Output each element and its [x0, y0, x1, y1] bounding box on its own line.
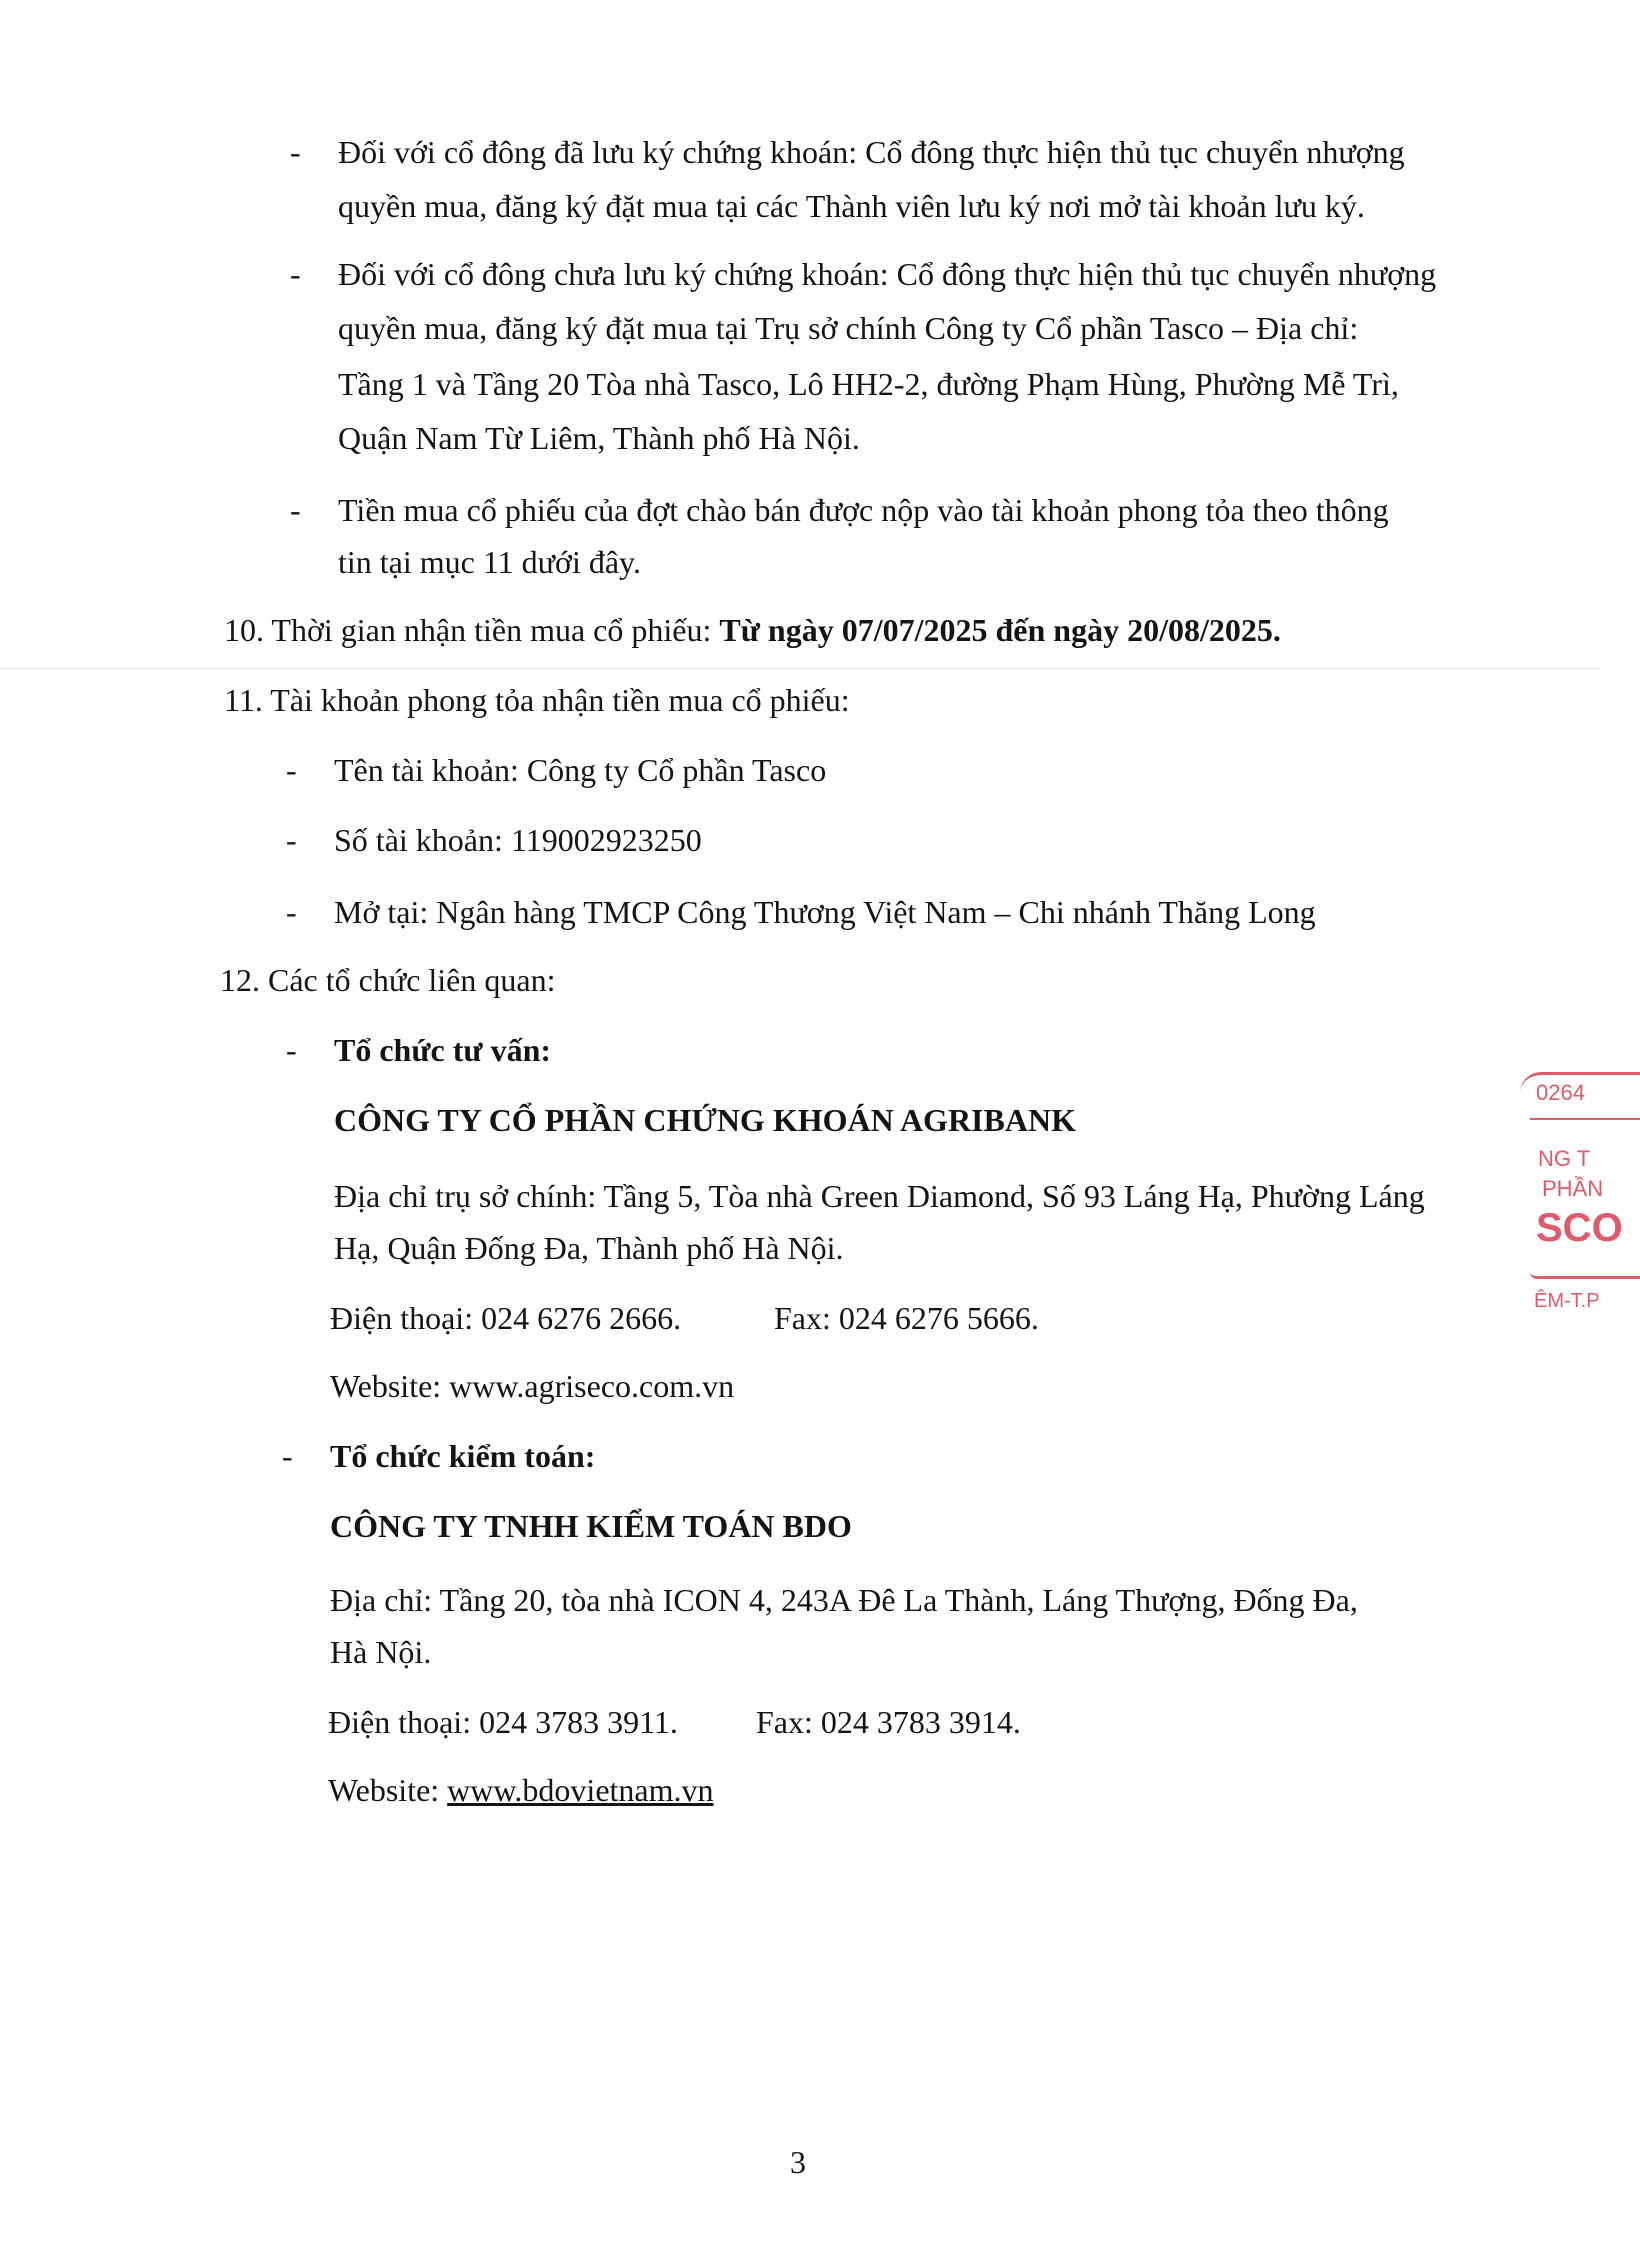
- bullet-dash: -: [286, 822, 297, 858]
- item-12-label: Các tổ chức liên quan:: [268, 962, 556, 998]
- auditor-phone: Điện thoại: 024 3783 3911.: [328, 1704, 678, 1740]
- item-10-number: 10.: [224, 612, 264, 648]
- advisor-phone: Điện thoại: 024 6276 2666.: [330, 1300, 682, 1336]
- item-11: [224, 680, 850, 720]
- company-seal: [1520, 1060, 1640, 1320]
- seal-inner-ring-top: [1530, 1118, 1640, 1123]
- bullet-dash: -: [290, 134, 301, 170]
- item-12-number: 12.: [220, 962, 260, 998]
- seal-inner-ring-bottom: [1530, 1272, 1640, 1279]
- auditor-heading: Tổ chức kiểm toán:: [330, 1438, 596, 1474]
- item-10-label: Thời gian nhận tiền mua cổ phiếu:: [271, 612, 720, 648]
- bullet-dash: -: [290, 492, 301, 528]
- advisor-website: Website: www.agriseco.com.vn: [330, 1368, 735, 1404]
- item-11-number: 11.: [224, 682, 263, 718]
- scan-artifact-line: [0, 668, 1600, 669]
- bullet-3-line-2: tin tại mục 11 dưới đây.: [338, 544, 641, 580]
- account-bank: Mở tại: Ngân hàng TMCP Công Thương Việt Nam – Chi nhánh Thăng Long: [334, 894, 1316, 930]
- bullet-dash: -: [290, 256, 301, 292]
- page-number: 3: [790, 2144, 806, 2180]
- advisor-address-line-1: Địa chỉ trụ sở chính: Tầng 5, Tòa nhà Green Diamond, Số 93 Láng Hạ, Phường Láng: [334, 1178, 1425, 1214]
- bullet-2-line-3: Tầng 1 và Tầng 20 Tòa nhà Tasco, Lô HH2-2, đường Phạm Hùng, Phường Mễ Trì,: [338, 366, 1399, 402]
- bullet-dash: -: [282, 1438, 293, 1474]
- bullet-2-line-2: quyền mua, đăng ký đặt mua tại Trụ sở chính Công ty Cổ phần Tasco – Địa chỉ:: [338, 310, 1359, 346]
- auditor-address-line-2: Hà Nội.: [330, 1634, 432, 1670]
- item-10: [224, 610, 1281, 650]
- item-12: [220, 960, 555, 1000]
- auditor-website: [328, 1770, 714, 1810]
- advisor-address-line-2: Hạ, Quận Đống Đa, Thành phố Hà Nội.: [334, 1230, 844, 1266]
- bullet-1-line-1: Đối với cổ đông đã lưu ký chứng khoán: Cổ đông thực hiện thủ tục chuyển nhượng: [338, 134, 1405, 170]
- seal-text-5: ÊM-T.P: [1534, 1290, 1600, 1312]
- auditor-fax: Fax: 024 3783 3914.: [756, 1704, 1021, 1740]
- seal-text-2: NG T: [1538, 1146, 1591, 1171]
- auditor-address-line-1: Địa chỉ: Tầng 20, tòa nhà ICON 4, 243A Đê La Thành, Láng Thượng, Đống Đa,: [330, 1582, 1358, 1618]
- item-11-label: Tài khoản phong tỏa nhận tiền mua cổ phiếu:: [270, 682, 850, 718]
- account-number: Số tài khoản: 119002923250: [334, 822, 702, 858]
- advisor-heading: Tổ chức tư vấn:: [334, 1032, 552, 1068]
- advisor-name: CÔNG TY CỔ PHẦN CHỨNG KHOÁN AGRIBANK: [334, 1102, 1076, 1138]
- bullet-3-line-1: Tiền mua cổ phiếu của đợt chào bán được nộp vào tài khoản phong tỏa theo thông: [338, 492, 1389, 528]
- bullet-2-line-4: Quận Nam Từ Liêm, Thành phố Hà Nội.: [338, 420, 860, 456]
- seal-text-3: PHẦN: [1542, 1176, 1604, 1201]
- auditor-website-label: Website:: [328, 1772, 448, 1808]
- item-10-value: Từ ngày 07/07/2025 đến ngày 20/08/2025.: [719, 612, 1281, 648]
- bullet-dash: -: [286, 1032, 297, 1068]
- seal-text-4: SCO: [1536, 1206, 1623, 1250]
- bullet-dash: -: [286, 752, 297, 788]
- bullet-2-line-1: Đối với cổ đông chưa lưu ký chứng khoán: Cổ đông thực hiện thủ tục chuyển nhượng: [338, 256, 1437, 292]
- bullet-dash: -: [286, 894, 297, 930]
- bullet-1-line-2: quyền mua, đăng ký đặt mua tại các Thành viên lưu ký nơi mở tài khoản lưu ký.: [338, 188, 1365, 224]
- account-name: Tên tài khoản: Công ty Cổ phần Tasco: [334, 752, 827, 788]
- seal-text-1: 0264: [1536, 1080, 1585, 1105]
- auditor-website-link[interactable]: www.bdovietnam.vn: [447, 1772, 714, 1808]
- advisor-fax: Fax: 024 6276 5666.: [774, 1300, 1039, 1336]
- auditor-name: CÔNG TY TNHH KIỂM TOÁN BDO: [330, 1508, 852, 1544]
